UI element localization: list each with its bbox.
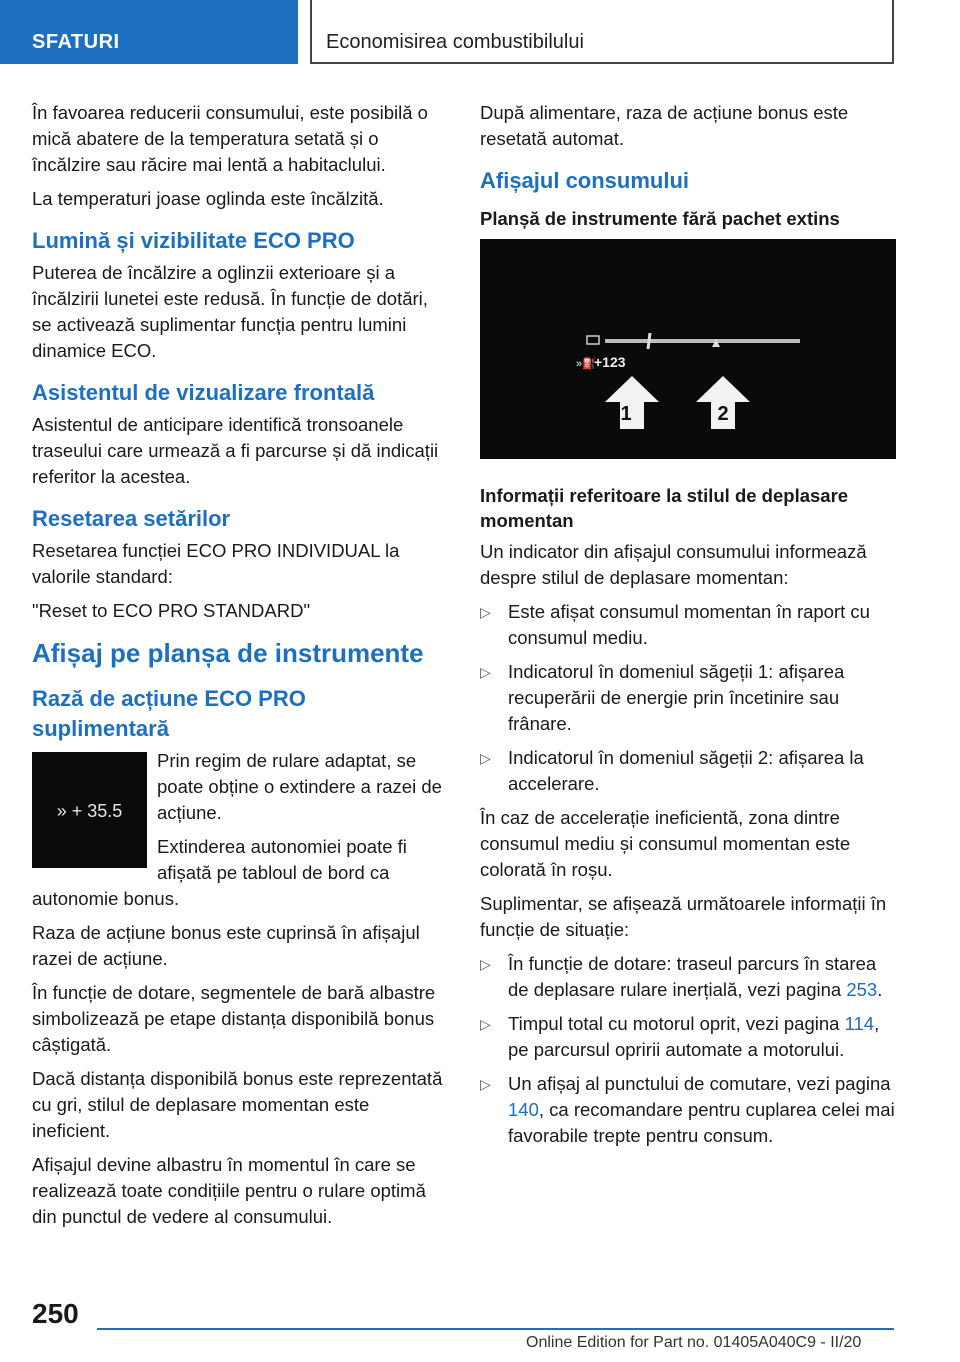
paragraph: În funcție de dotare, segmentele de bară albastre simbolizează pe etape distanța disponibilă bonus câștigată. <box>32 982 436 1055</box>
subheading-driving-style: Informații referitoare la stilul de deplasare momentan <box>480 485 849 531</box>
list-item: ▷ Un afișaj al punctului de comutare, vezi pagina 140, ca recomandare pentru cuplarea celei mai favorabile trepte pentru consum. <box>480 1073 895 1146</box>
consumption-bar <box>605 339 800 343</box>
arrow-2-label: 2 <box>717 403 729 425</box>
paragraph: În favoarea reducerii consumului, este posibilă o mică abatere de la temperatura setată și o încălzire sau răcire mai lentă a habitaclului. <box>32 102 428 175</box>
triangle-bullet-icon: ▷ <box>480 664 491 680</box>
consumption-display-graphic <box>480 239 896 459</box>
bonus-range-display-image <box>32 752 147 868</box>
list-item: ▷ Este afișat consumul momentan în raport cu consumul mediu. <box>480 601 870 648</box>
driving-style-list <box>480 599 896 797</box>
triangle-bullet-icon: ▷ <box>480 750 491 766</box>
situation-info-list <box>480 951 896 1149</box>
footer-edition: Online Edition for Part no. 01405A040C9 - II/20 <box>526 1334 862 1351</box>
paragraph: Prin regim de rulare adaptat, se poate obține o extindere a razei de acțiune. <box>157 750 442 823</box>
heading-instrument-display: Afișaj pe planșa de instrumente <box>32 638 424 668</box>
page-number: 250 <box>32 1298 79 1329</box>
triangle-bullet-icon: ▷ <box>480 1076 491 1092</box>
heading-consumption-display: Afișajul consumului <box>480 168 690 193</box>
right-column <box>480 100 896 1157</box>
bonus-range-value: » + 35.5 <box>56 801 123 821</box>
paragraph: Asistentul de anticipare identifică tronsoanele traseului care urmează a fi parcurse și dă indicații referitor la acestea. <box>32 414 439 487</box>
header-section-tab <box>0 0 298 64</box>
header-title-box <box>310 0 894 64</box>
triangle-bullet-icon: ▷ <box>480 956 491 972</box>
header-title: Economisirea combustibilului <box>326 31 584 53</box>
paragraph: Extinderea autonomiei poate fi afișată pe tabloul de bord ca autonomie bonus. <box>32 836 407 909</box>
page-link-114[interactable]: 114 <box>844 1013 875 1034</box>
list-item: ▷ Indicatorul în domeniul săgeții 2: afișarea la accelerare. <box>480 747 864 794</box>
page-link-140[interactable]: 140 <box>508 1099 539 1120</box>
paragraph: După alimentare, raza de acțiune bonus este resetată automat. <box>480 102 849 149</box>
heading-reset-settings: Resetarea setărilor <box>32 506 231 531</box>
page-link-253[interactable]: 253 <box>846 979 878 1000</box>
paragraph: "Reset to ECO PRO STANDARD" <box>32 600 311 621</box>
heading-front-assistant: Asistentul de vizualizare frontală <box>32 380 375 405</box>
paragraph: Un indicator din afișajul consumului informează despre stilul de deplasare momentan: <box>480 541 867 588</box>
heading-bonus-range: Rază de acțiune ECO PRO suplimentară <box>32 686 306 741</box>
heading-light-visibility: Lumină și vizibilitate ECO PRO <box>32 228 355 253</box>
footer-divider <box>97 1328 894 1330</box>
paragraph: Resetarea funcției ECO PRO INDIVIDUAL la valorile standard: <box>32 540 400 587</box>
list-item: ▷ În funcție de dotare: traseul parcurs în starea de deplasare rulare inerțială, vezi pagina 253. <box>480 953 883 1000</box>
left-column <box>32 100 448 1238</box>
arrow-1-label: 1 <box>620 403 632 425</box>
consumption-display-image <box>480 239 896 459</box>
paragraph: Suplimentar, se afișează următoarele informații în funcție de situație: <box>480 893 887 940</box>
list-item: ▷ Timpul total cu motorul oprit, vezi pagina 114, pe parcursul opririi automate a motorului. <box>480 1013 880 1060</box>
bonus-value: +123 <box>594 354 626 370</box>
header-section-label: SFATURI <box>32 31 120 53</box>
paragraph: La temperaturi joase oglinda este încălzită. <box>32 188 384 209</box>
list-item: ▷ Indicatorul în domeniul săgeții 1: afișarea recuperării de energie prin încetinire sau frânare. <box>480 661 845 734</box>
triangle-bullet-icon: ▷ <box>480 1016 491 1032</box>
paragraph: În caz de accelerație ineficientă, zona dintre consumul mediu și consumul momentan este colorată în roșu. <box>480 807 851 880</box>
paragraph: Raza de acțiune bonus este cuprinsă în afișajul razei de acțiune. <box>32 922 420 969</box>
bonus-fuel-icon: »⛽ <box>576 358 596 370</box>
triangle-bullet-icon: ▷ <box>480 604 491 620</box>
paragraph: Dacă distanța disponibilă bonus este reprezentată cu gri, stilul de deplasare momentan este ineficient. <box>32 1068 443 1141</box>
paragraph: Afișajul devine albastru în momentul în care se realizează toate condițiile pentru o rulare optimă din punctul de vedere al consumului. <box>32 1154 426 1227</box>
subheading-instrument-panel: Planșă de instrumente fără pachet extins <box>480 208 840 229</box>
paragraph: Puterea de încălzire a oglinzii exterioare și a încălzirii lunetei este redusă. În funcție de dotări, se activează suplimentar funcția pentru lumini dinamice ECO. <box>32 262 428 361</box>
